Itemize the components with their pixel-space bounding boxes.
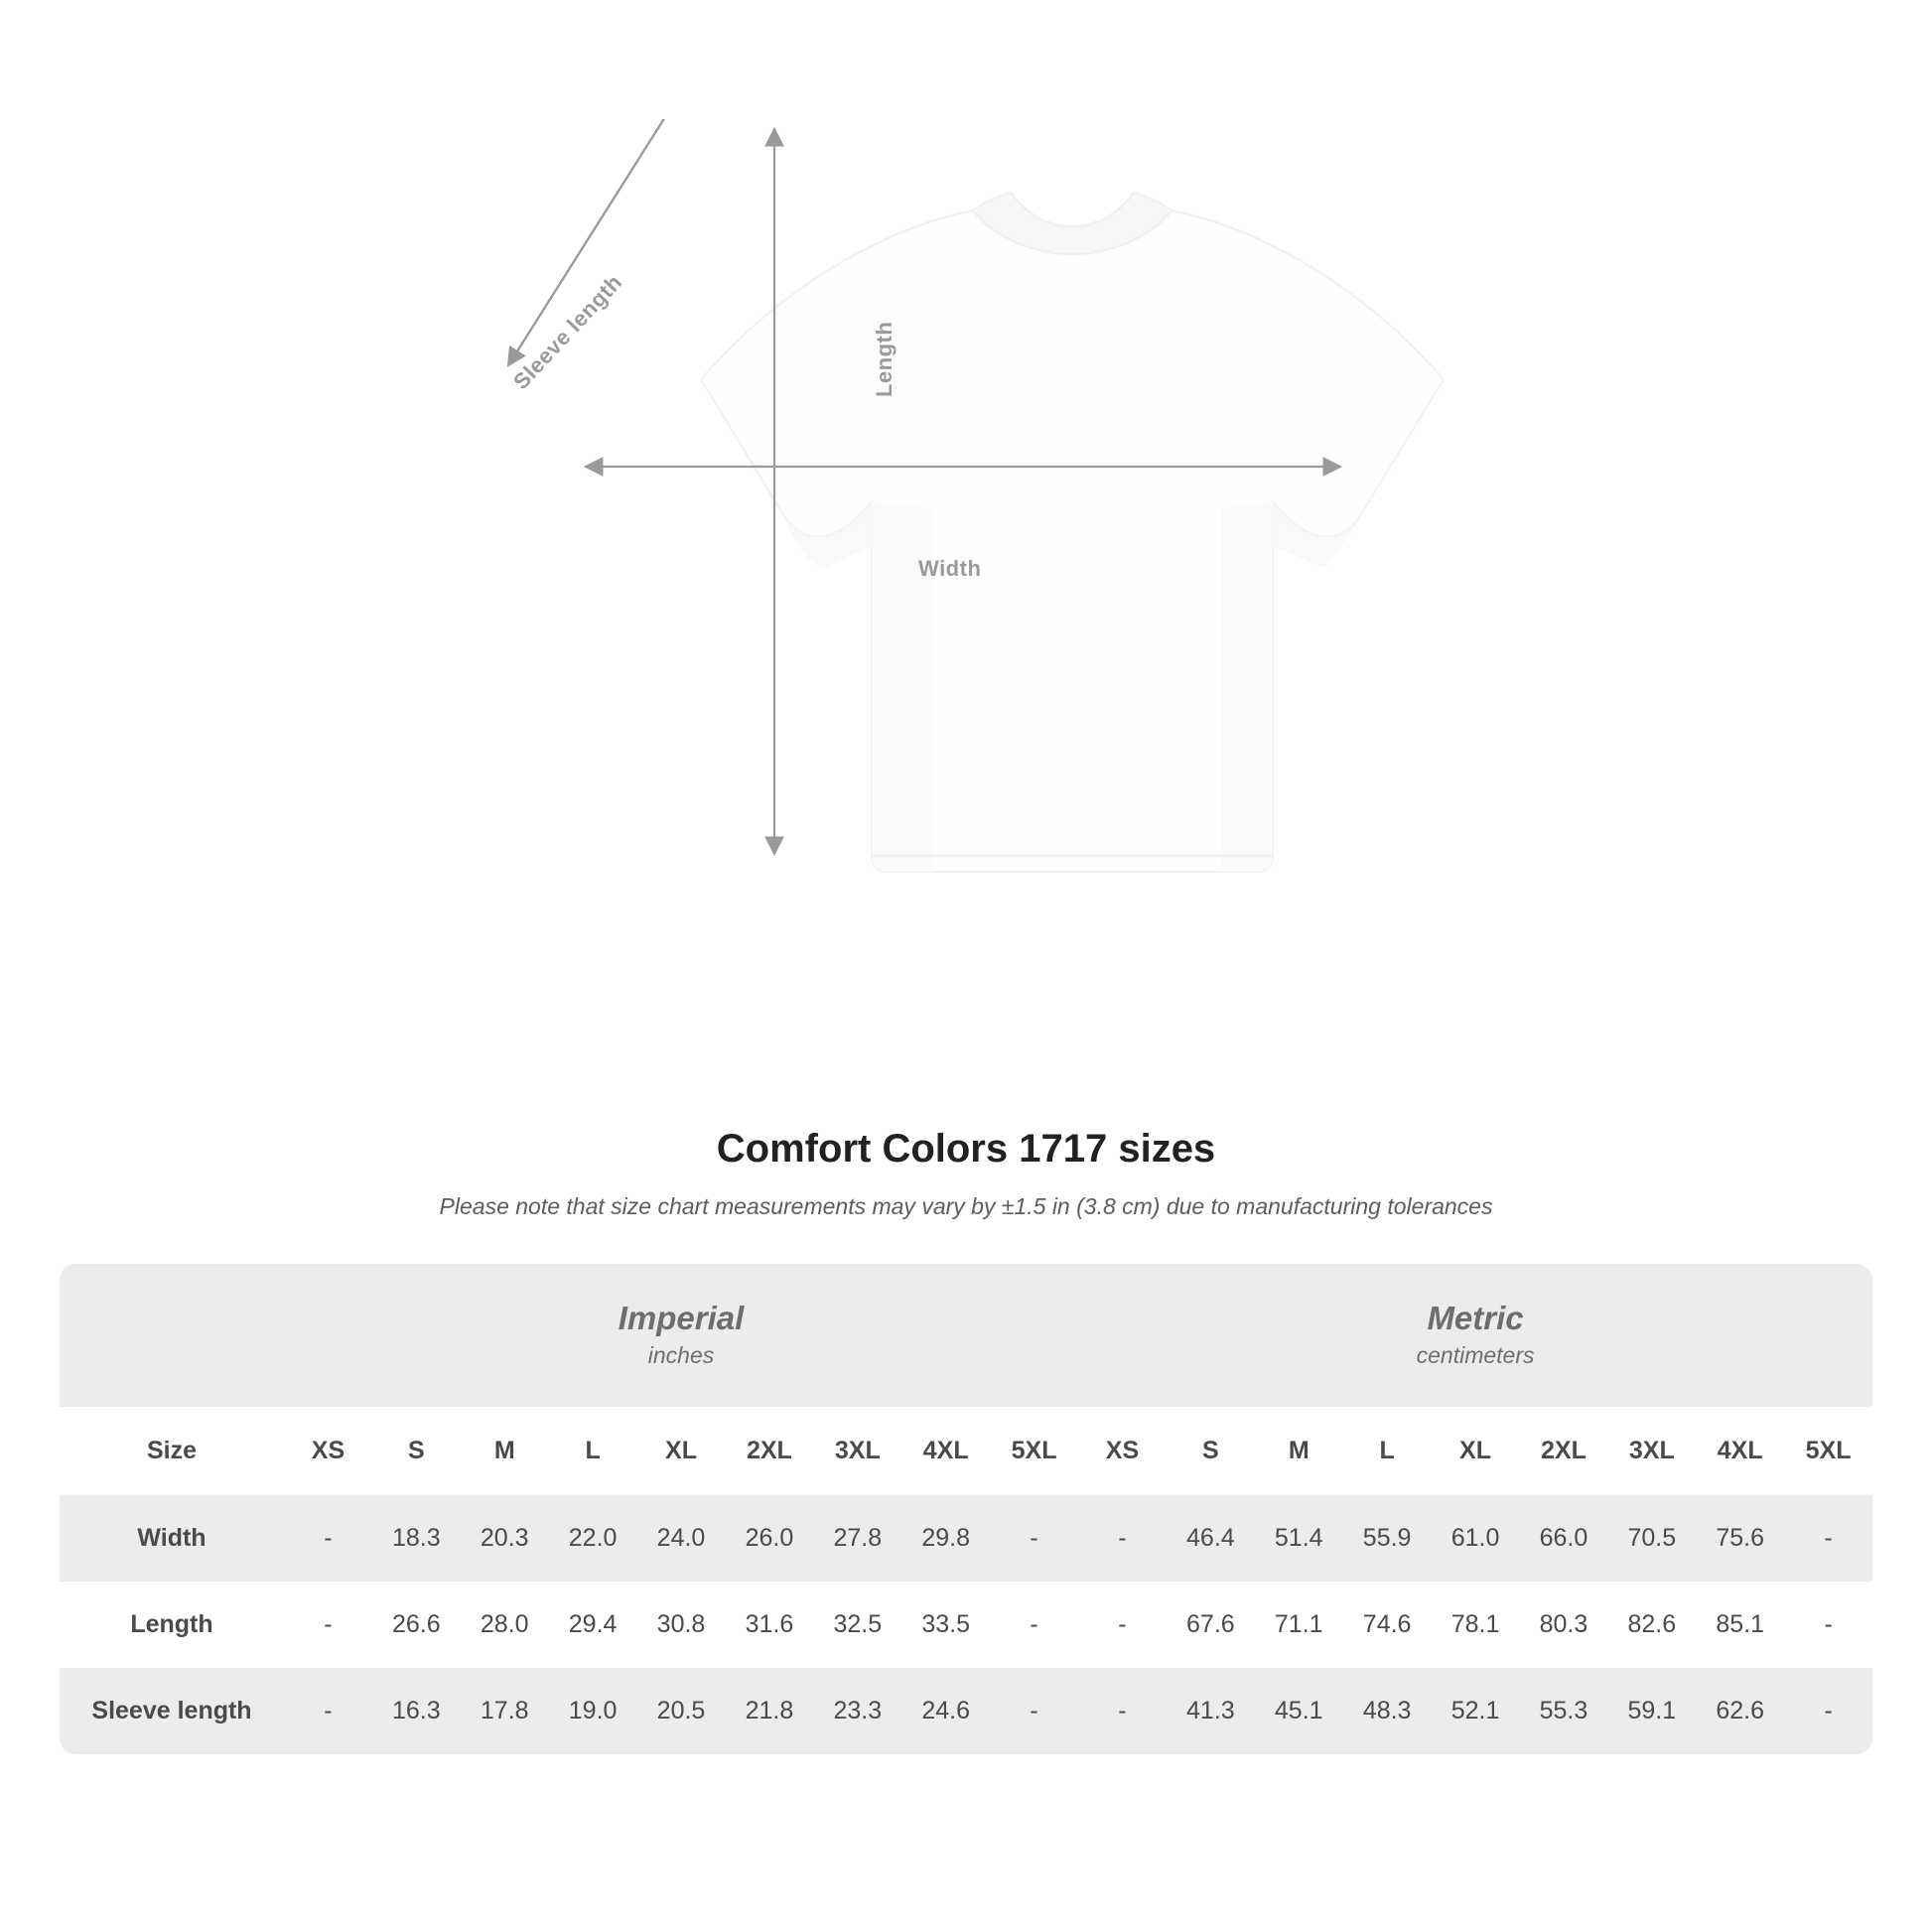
cell-length-imperial-3xl: 32.5 (813, 1582, 901, 1668)
cell-length-imperial-2xl: 31.6 (725, 1582, 813, 1668)
cell-sleeve-imperial-xs: - (284, 1668, 372, 1754)
cell-sleeve-imperial-3xl: 23.3 (813, 1668, 901, 1754)
cell-sleeve-metric-2xl: 55.3 (1519, 1668, 1607, 1754)
size-col-metric-4xl: 4XL (1696, 1407, 1784, 1495)
cell-length-imperial-5xl: - (990, 1582, 1078, 1668)
size-col-imperial-xs: XS (284, 1407, 372, 1495)
cell-sleeve-imperial-4xl: 24.6 (901, 1668, 990, 1754)
cell-length-metric-5xl: - (1784, 1582, 1872, 1668)
size-table (60, 1264, 1872, 1754)
cell-width-imperial-m: 20.3 (461, 1495, 549, 1582)
unit-system-imperial (284, 1264, 1078, 1407)
unit-system-imperial-name: Imperial (618, 1300, 745, 1336)
unit-row-spacer (60, 1264, 284, 1407)
unit-system-imperial-unit: inches (647, 1342, 715, 1369)
size-col-imperial-4xl: 4XL (901, 1407, 990, 1495)
row-label-length: Length (60, 1582, 284, 1668)
row-label-width: Width (60, 1495, 284, 1582)
cell-sleeve-metric-l: 48.3 (1343, 1668, 1432, 1754)
cell-width-imperial-4xl: 29.8 (901, 1495, 990, 1582)
cell-width-metric-s: 46.4 (1167, 1495, 1255, 1582)
cell-length-metric-xl: 78.1 (1432, 1582, 1520, 1668)
cell-width-imperial-xs: - (284, 1495, 372, 1582)
cell-sleeve-imperial-xl: 20.5 (637, 1668, 726, 1754)
size-col-imperial-xl: XL (637, 1407, 726, 1495)
page-title: Comfort Colors 1717 sizes (716, 1127, 1216, 1171)
cell-length-imperial-s: 26.6 (372, 1582, 461, 1668)
cell-sleeve-metric-xl: 52.1 (1432, 1668, 1520, 1754)
label-width: Width (918, 556, 982, 581)
cell-sleeve-imperial-m: 17.8 (461, 1668, 549, 1754)
size-header-row (60, 1407, 1872, 1495)
cell-sleeve-metric-4xl: 62.6 (1696, 1668, 1784, 1754)
size-col-metric-s: S (1167, 1407, 1255, 1495)
cell-length-imperial-xl: 30.8 (637, 1582, 726, 1668)
unit-system-metric-unit: centimeters (1416, 1342, 1535, 1369)
size-col-metric-l: L (1343, 1407, 1432, 1495)
cell-width-metric-xs: - (1078, 1495, 1167, 1582)
size-col-imperial-3xl: 3XL (813, 1407, 901, 1495)
unit-system-metric-name: Metric (1427, 1300, 1524, 1336)
size-col-metric-2xl: 2XL (1519, 1407, 1607, 1495)
size-col-imperial-2xl: 2XL (725, 1407, 813, 1495)
size-col-imperial-5xl: 5XL (990, 1407, 1078, 1495)
tshirt-graphic (467, 119, 1459, 1062)
size-col-metric-xl: XL (1432, 1407, 1520, 1495)
cell-width-imperial-l: 22.0 (549, 1495, 637, 1582)
cell-width-metric-4xl: 75.6 (1696, 1495, 1784, 1582)
cell-width-metric-3xl: 70.5 (1607, 1495, 1696, 1582)
size-col-metric-m: M (1255, 1407, 1343, 1495)
unit-system-metric (1078, 1264, 1872, 1407)
row-label-sleeve-length: Sleeve length (60, 1668, 284, 1754)
cell-width-imperial-xl: 24.0 (637, 1495, 726, 1582)
cell-width-metric-5xl: - (1784, 1495, 1872, 1582)
cell-sleeve-imperial-2xl: 21.8 (725, 1668, 813, 1754)
size-col-metric-3xl: 3XL (1607, 1407, 1696, 1495)
size-col-metric-5xl: 5XL (1784, 1407, 1872, 1495)
cell-length-imperial-l: 29.4 (549, 1582, 637, 1668)
cell-width-metric-l: 55.9 (1343, 1495, 1432, 1582)
cell-width-metric-2xl: 66.0 (1519, 1495, 1607, 1582)
cell-sleeve-imperial-l: 19.0 (549, 1668, 637, 1754)
cell-width-metric-xl: 61.0 (1432, 1495, 1520, 1582)
cell-sleeve-metric-3xl: 59.1 (1607, 1668, 1696, 1754)
label-length: Length (872, 321, 897, 397)
cell-width-imperial-2xl: 26.0 (725, 1495, 813, 1582)
cell-sleeve-metric-5xl: - (1784, 1668, 1872, 1754)
cell-width-imperial-5xl: - (990, 1495, 1078, 1582)
table-row (60, 1495, 1872, 1582)
cell-length-metric-l: 74.6 (1343, 1582, 1432, 1668)
size-header-label: Size (60, 1407, 284, 1495)
unit-system-row (60, 1264, 1872, 1407)
size-col-metric-xs: XS (1078, 1407, 1167, 1495)
cell-width-imperial-s: 18.3 (372, 1495, 461, 1582)
chart-heading (0, 1127, 1932, 1220)
cell-sleeve-imperial-s: 16.3 (372, 1668, 461, 1754)
cell-sleeve-metric-s: 41.3 (1167, 1668, 1255, 1754)
cell-sleeve-metric-xs: - (1078, 1668, 1167, 1754)
table-row (60, 1582, 1872, 1668)
cell-length-metric-xs: - (1078, 1582, 1167, 1668)
tshirt-svg (467, 119, 1459, 1062)
cell-length-metric-2xl: 80.3 (1519, 1582, 1607, 1668)
cell-width-imperial-3xl: 27.8 (813, 1495, 901, 1582)
size-table-container (60, 1264, 1872, 1754)
cell-length-metric-m: 71.1 (1255, 1582, 1343, 1668)
cell-width-metric-m: 51.4 (1255, 1495, 1343, 1582)
cell-length-metric-s: 67.6 (1167, 1582, 1255, 1668)
table-row (60, 1668, 1872, 1754)
size-col-imperial-m: M (461, 1407, 549, 1495)
tolerance-note: Please note that size chart measurements may vary by ±1.5 in (3.8 cm) due to manufacturing tolerances (439, 1193, 1493, 1219)
cell-length-imperial-m: 28.0 (461, 1582, 549, 1668)
cell-length-imperial-4xl: 33.5 (901, 1582, 990, 1668)
size-col-imperial-s: S (372, 1407, 461, 1495)
cell-length-metric-4xl: 85.1 (1696, 1582, 1784, 1668)
label-sleeve-length: Sleeve length (508, 269, 627, 395)
size-col-imperial-l: L (549, 1407, 637, 1495)
cell-sleeve-metric-m: 45.1 (1255, 1668, 1343, 1754)
cell-length-imperial-xs: - (284, 1582, 372, 1668)
cell-sleeve-imperial-5xl: - (990, 1668, 1078, 1754)
tshirt-shape (701, 193, 1444, 872)
cell-length-metric-3xl: 82.6 (1607, 1582, 1696, 1668)
